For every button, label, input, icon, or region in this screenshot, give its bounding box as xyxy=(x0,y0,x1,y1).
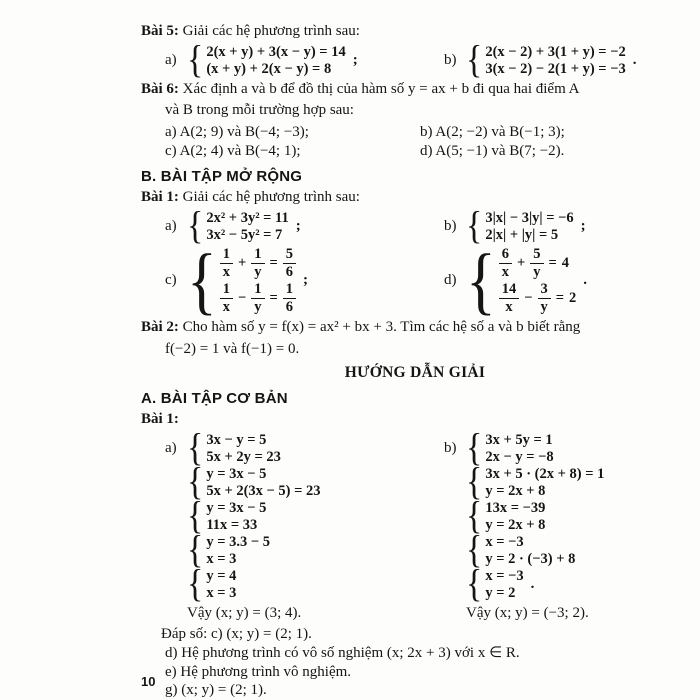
system-punctuation: ; xyxy=(580,217,586,234)
fraction-numerator: 5 xyxy=(530,247,543,264)
system-brace-icon: { xyxy=(187,426,204,470)
equals-sign: = xyxy=(555,290,565,307)
solution-row-1 xyxy=(141,426,689,470)
equation-fraction-line xyxy=(499,247,577,280)
equation-fraction-line xyxy=(220,247,296,280)
equation-line: 3x² − 5y² = 7 xyxy=(206,226,283,243)
exercise-2-title-line1: Cho hàm số y = f(x) = ax² + bx + 3. Tìm các hệ số a và b biết rằng xyxy=(182,319,581,336)
equation-fraction-line xyxy=(220,282,296,315)
exercise-5-systems xyxy=(141,38,689,82)
equation-line: 5x + 2y = 23 xyxy=(206,448,281,465)
system-brace-icon: { xyxy=(466,204,483,248)
equations-ext-a xyxy=(206,210,288,243)
fraction-numerator: 3 xyxy=(538,282,551,299)
exercise-5-heading xyxy=(141,22,689,42)
equation-line: 3(x − 2) − 2(1 + y) = −3 xyxy=(485,60,626,77)
solution-row-3 xyxy=(141,494,689,538)
solution-system xyxy=(165,426,420,470)
exercise-6-heading xyxy=(141,80,689,100)
equation-line: y = 3x − 5 xyxy=(206,465,267,482)
system-ext-c xyxy=(165,239,420,323)
equations-5a xyxy=(206,44,345,77)
fraction-denominator: y xyxy=(254,299,262,316)
item-label-sol-b: b) xyxy=(444,439,457,456)
extended-1a xyxy=(141,204,420,248)
fraction-denominator: y xyxy=(254,263,262,280)
equation-line: y = 3x − 5 xyxy=(206,499,267,516)
system-brace-icon: { xyxy=(187,204,204,248)
solution-system xyxy=(187,528,420,572)
fraction-numerator: 1 xyxy=(220,282,233,299)
exercise-5-title: Giải các hệ phương trình sau: xyxy=(182,23,360,39)
system-brace-icon: { xyxy=(187,38,204,82)
fraction-denominator: 6 xyxy=(285,299,294,316)
extended-1-number: Bài 1: xyxy=(141,189,179,205)
system-brace-icon: { xyxy=(187,528,204,572)
fraction-denominator: y xyxy=(533,263,541,280)
equation-line: x = 3 xyxy=(206,550,237,567)
system-brace-icon: { xyxy=(187,562,204,606)
equation-line: y = 2x + 8 xyxy=(485,516,546,533)
solution-system xyxy=(466,494,689,538)
equation-line: x = −3 xyxy=(485,567,524,584)
equation-line: 3x + 5y = 1 xyxy=(485,431,553,448)
rhs-value: 4 xyxy=(561,254,570,271)
fraction-denominator: x xyxy=(222,263,231,280)
equation-line: y = 2 · (−3) + 8 xyxy=(485,550,576,567)
solution-system xyxy=(466,562,689,606)
system-ext-d xyxy=(444,239,689,323)
item-label-5a: a) xyxy=(165,51,177,68)
system-brace-icon: { xyxy=(466,38,483,82)
solution-row-4 xyxy=(141,528,689,572)
exercise-6-number: Bài 6: xyxy=(141,80,179,97)
system-punctuation: ; xyxy=(295,217,301,234)
exercise-2-heading xyxy=(141,318,689,338)
system-brace-icon: { xyxy=(466,460,483,504)
system-brace-icon: { xyxy=(187,239,217,323)
equation-line: x = 3 xyxy=(206,584,237,601)
exercise-2-title-line2: f(−2) = 1 và f(−1) = 0. xyxy=(165,340,300,357)
system-punctuation: . xyxy=(583,272,588,289)
solution-row-2 xyxy=(141,460,689,504)
fraction-numerator: 6 xyxy=(499,247,512,264)
exercise-6-title-line2: và B trong mỗi trường hợp sau: xyxy=(165,102,354,118)
item-label-5b: b) xyxy=(444,51,457,68)
fraction xyxy=(251,282,264,315)
system-brace-icon: { xyxy=(466,426,483,470)
solution-system xyxy=(466,460,689,504)
exercise-6-item-d: d) A(5; −1) và B(7; −2). xyxy=(420,143,565,159)
operator: − xyxy=(238,290,247,307)
equation-line: 2(x + y) + 3(x − y) = 14 xyxy=(206,43,346,60)
exercise-6-item-b: b) A(2; −2) và B(−1; 3); xyxy=(420,123,565,140)
system-punctuation: ; xyxy=(303,272,309,289)
equations-ext-d xyxy=(499,246,577,317)
section-a-heading: A. BÀI TẬP CƠ BẢN xyxy=(141,389,288,407)
equation-line: 2x − y = −8 xyxy=(485,448,554,465)
system-ext-b xyxy=(444,204,689,248)
equation-line: y = 3.3 − 5 xyxy=(206,533,270,550)
fraction xyxy=(220,247,233,280)
fraction-denominator: x xyxy=(505,299,513,316)
equation-line: (x + y) + 2(x − y) = 8 xyxy=(206,60,332,77)
equations-ext-b xyxy=(485,210,573,243)
extended-1-systems-cd xyxy=(141,239,689,323)
page-content xyxy=(141,22,689,700)
extended-1-systems-ab xyxy=(141,204,689,248)
system-5b xyxy=(444,38,689,82)
system-ext-a xyxy=(165,204,420,248)
solution-1-heading xyxy=(141,410,689,430)
system-punctuation: . xyxy=(632,51,637,68)
system-punctuation: . xyxy=(530,575,535,592)
fraction-numerator: 14 xyxy=(499,282,520,299)
exercise-5-number: Bài 5: xyxy=(141,23,179,39)
item-label-ext-b: b) xyxy=(444,217,457,234)
item-label-ext-c: c) xyxy=(165,272,177,289)
equation-line: 3x − y = 5 xyxy=(206,431,267,448)
equation-line: 3x + 5 · (2x + 8) = 1 xyxy=(485,465,605,482)
equations-ext-c xyxy=(220,246,296,317)
equation-line: y = 2 xyxy=(485,584,516,601)
rhs-value: 2 xyxy=(569,290,577,307)
exercise-6-items xyxy=(165,123,689,162)
equation-line: y = 4 xyxy=(206,567,237,584)
fraction-numerator: 1 xyxy=(251,247,264,264)
extended-1-title: Giải các hệ phương trình sau: xyxy=(182,189,360,205)
answer-g: g) (x; y) = (2; 1). xyxy=(165,682,267,699)
system-brace-icon: { xyxy=(187,494,204,538)
fraction-denominator: x xyxy=(501,263,510,280)
answer-c: Đáp số: c) (x; y) = (2; 1). xyxy=(161,626,312,643)
equals-sign: = xyxy=(548,254,557,271)
equations-5b xyxy=(485,44,625,77)
exercise-5b xyxy=(420,38,689,82)
answer-d: d) Hệ phương trình có vô số nghiệm (x; 2x + 3) với x ∈ R. xyxy=(165,644,520,661)
fraction-numerator: 1 xyxy=(251,282,264,299)
fraction-denominator: y xyxy=(540,299,548,316)
equation-line: 2(x − 2) + 3(1 + y) = −2 xyxy=(485,43,626,60)
fraction xyxy=(283,247,296,280)
fraction xyxy=(283,282,296,315)
extended-1c xyxy=(141,239,420,323)
fraction xyxy=(530,247,543,280)
fraction-numerator: 1 xyxy=(283,282,296,299)
exercise-2-number: Bài 2: xyxy=(141,319,179,336)
operator: + xyxy=(517,254,526,271)
fraction xyxy=(499,282,520,315)
exercise-5a xyxy=(141,38,420,82)
extended-1b xyxy=(420,204,689,248)
equation-fraction-line xyxy=(499,282,577,315)
equals-sign: = xyxy=(269,290,278,307)
system-brace-icon: { xyxy=(187,460,204,504)
solution-system xyxy=(187,494,420,538)
solution-results xyxy=(141,602,689,626)
solution-system xyxy=(187,562,420,606)
exercise-6-item-c: c) A(2; 4) và B(−4; 1); xyxy=(165,143,301,159)
page-number: 10 xyxy=(141,674,156,689)
fraction xyxy=(251,247,264,280)
fraction-numerator: 1 xyxy=(220,247,233,264)
system-brace-icon: { xyxy=(466,239,496,323)
system-5a xyxy=(165,38,420,82)
solutions-heading: HƯỚNG DẪN GIẢI xyxy=(344,364,486,382)
fraction xyxy=(499,247,512,280)
operator: + xyxy=(238,254,247,271)
exercise-6-item-a: a) A(2; 9) và B(−4; −3); xyxy=(165,123,309,140)
item-label-ext-a: a) xyxy=(165,217,177,234)
item-label-sol-a: a) xyxy=(165,439,177,456)
result-b: Vậy (x; y) = (−3; 2). xyxy=(466,604,589,621)
equation-line: x = −3 xyxy=(485,533,524,550)
item-label-ext-d: d) xyxy=(444,272,457,289)
fraction xyxy=(538,282,551,315)
system-brace-icon: { xyxy=(466,562,483,606)
fraction xyxy=(220,282,233,315)
equation-line: 13x = −39 xyxy=(485,499,546,516)
solution-1-number: Bài 1: xyxy=(141,411,179,428)
answer-e: e) Hệ phương trình vô nghiệm. xyxy=(165,663,352,680)
section-b-heading: B. BÀI TẬP MỞ RỘNG xyxy=(141,167,303,185)
extended-1-heading xyxy=(141,188,689,208)
equation-line: y = 2x + 8 xyxy=(485,482,546,499)
equation-line: 3|x| − 3|y| = −6 xyxy=(485,209,574,226)
solution-system xyxy=(187,460,420,504)
equation-line: 5x + 2(3x − 5) = 23 xyxy=(206,482,321,499)
exercise-6-title-line1: Xác định a và b để đồ thị của hàm số y = ax + b đi qua hai điểm A xyxy=(182,80,580,97)
equation-line: 2x² + 3y² = 11 xyxy=(206,209,289,226)
system-brace-icon: { xyxy=(466,494,483,538)
fraction-denominator: x xyxy=(222,299,231,316)
system-punctuation: ; xyxy=(352,51,358,68)
result-a: Vậy (x; y) = (3; 4). xyxy=(187,604,302,621)
fraction-denominator: 6 xyxy=(285,263,294,280)
fraction-numerator: 5 xyxy=(283,247,296,264)
equals-sign: = xyxy=(269,254,278,271)
solution-system xyxy=(466,528,689,572)
system-brace-icon: { xyxy=(466,528,483,572)
equation-line: 2|x| + |y| = 5 xyxy=(485,226,559,243)
solution-row-5 xyxy=(141,562,689,606)
equation-line: 11x = 33 xyxy=(206,516,258,533)
extended-1d xyxy=(420,239,689,323)
operator: − xyxy=(524,290,533,307)
